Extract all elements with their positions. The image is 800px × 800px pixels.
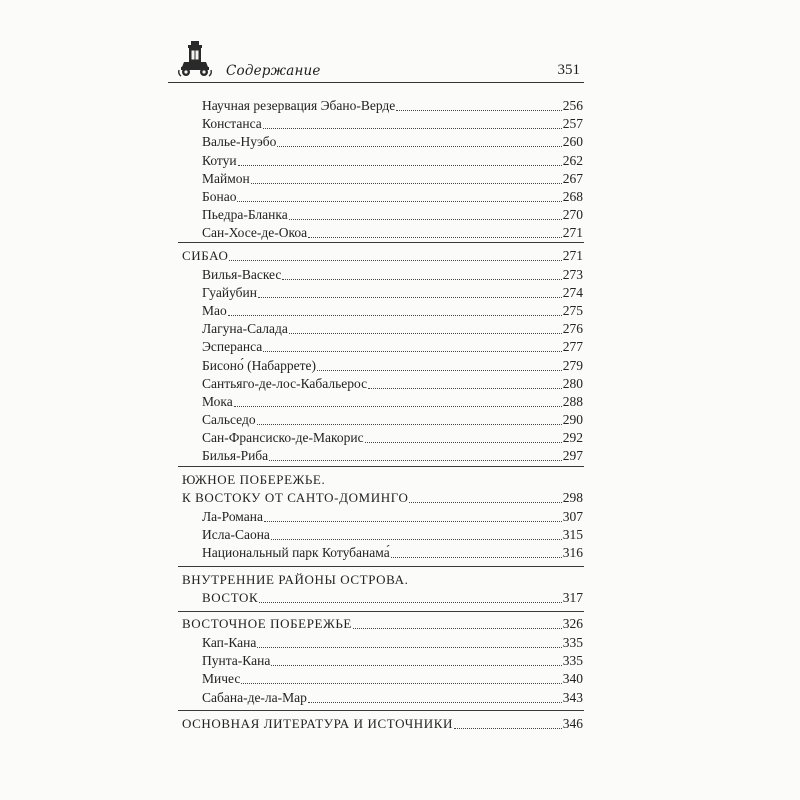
toc-entry[interactable]	[202, 428, 583, 446]
dot-leader	[259, 602, 561, 603]
toc-entry-page: 262	[562, 153, 583, 168]
toc-entry-title: Констанса	[202, 116, 262, 131]
header-rule	[168, 82, 584, 83]
toc-entry[interactable]	[202, 669, 583, 687]
toc-entry-title: Сан-Франсиско-де-Макорис	[202, 430, 364, 445]
toc-entry-page: 274	[562, 285, 583, 300]
toc-entry-page: 276	[562, 321, 583, 336]
toc-entry-title: Мока	[202, 394, 233, 409]
toc-entry-title: Вилья-Васкес	[202, 267, 282, 282]
toc-entry[interactable]	[202, 151, 583, 169]
toc-entry-page: 277	[562, 339, 583, 354]
toc-entry-page: 271	[562, 248, 583, 263]
toc-entry-page: 271	[562, 225, 583, 240]
dot-leader	[365, 442, 562, 443]
toc-entry-page: 346	[562, 716, 583, 731]
toc-entry-page: 307	[562, 509, 583, 524]
toc-entry[interactable]	[202, 392, 583, 410]
section-divider	[178, 466, 584, 467]
toc-section-title: ОСНОВНАЯ ЛИТЕРАТУРА И ИСТОЧНИКИ	[182, 716, 454, 731]
toc-entry-page: 256	[562, 98, 583, 113]
dot-leader	[308, 237, 562, 238]
toc-entry-page: 275	[562, 303, 583, 318]
dot-leader	[289, 219, 562, 220]
toc-entry-page: 257	[562, 116, 583, 131]
dot-leader	[241, 683, 561, 684]
dot-leader	[229, 260, 561, 261]
toc-entry[interactable]	[202, 688, 583, 706]
dot-leader	[353, 628, 562, 629]
toc-entry[interactable]	[202, 96, 583, 114]
toc-section-title-line2: К ВОСТОКУ ОТ САНТО-ДОМИНГО	[182, 490, 409, 505]
dot-leader	[317, 370, 562, 371]
section-divider	[178, 710, 584, 711]
dot-leader	[263, 128, 562, 129]
toc-entry-title: Бисоно́ (Набаррете)	[202, 358, 317, 373]
toc-section-literature[interactable]	[182, 714, 583, 732]
toc-entry[interactable]	[202, 337, 583, 355]
toc-entry-page: 267	[562, 171, 583, 186]
toc-entry-page: 270	[562, 207, 583, 222]
dot-leader	[271, 539, 562, 540]
toc-entry-page: 260	[562, 134, 583, 149]
dot-leader	[391, 557, 562, 558]
toc-section-title: ВОСТОЧНОЕ ПОБЕРЕЖЬЕ	[182, 616, 352, 631]
toc-section-title: СИБАО	[182, 248, 229, 263]
toc-entry-title: Сантьяго-де-лос-Кабальерос	[202, 376, 368, 391]
toc-entry[interactable]	[202, 265, 583, 283]
toc-section-east[interactable]	[182, 614, 583, 632]
dot-leader	[454, 728, 562, 729]
toc-entry-title: Бонао	[202, 189, 237, 204]
toc-entry-title: Мичес	[202, 671, 241, 686]
lantern-emblem-icon	[178, 40, 212, 78]
toc-entry[interactable]	[202, 410, 583, 428]
toc-entry[interactable]	[202, 507, 583, 525]
toc-entry-title: Пунта-Кана	[202, 653, 271, 668]
toc-entry[interactable]	[202, 169, 583, 187]
section-divider	[178, 566, 584, 567]
toc-entry[interactable]	[202, 114, 583, 132]
toc-entry[interactable]	[202, 187, 583, 205]
toc-entry-page: 273	[562, 267, 583, 282]
toc-entry-page: 335	[562, 635, 583, 650]
toc-entry-title: Маймон	[202, 171, 250, 186]
toc-entry[interactable]	[202, 205, 583, 223]
toc-entry-page: 297	[562, 448, 583, 463]
toc-entry-page: 288	[562, 394, 583, 409]
toc-entry-page: 316	[562, 545, 583, 560]
toc-section-title-line1: ВНУТРЕННИЕ РАЙОНЫ ОСТРОВА.	[182, 572, 409, 587]
toc-entry-page: 340	[562, 671, 583, 686]
section-divider	[178, 242, 584, 243]
toc-entry[interactable]	[202, 446, 583, 464]
toc-entry-title: Исла-Саона	[202, 527, 270, 542]
toc-entry-page: 290	[562, 412, 583, 427]
toc-section-south[interactable]	[182, 488, 583, 506]
toc-entry[interactable]	[202, 132, 583, 150]
dot-leader	[308, 702, 562, 703]
toc-entry[interactable]	[202, 525, 583, 543]
toc-entry-page: 343	[562, 690, 583, 705]
dot-leader	[263, 351, 562, 352]
toc-entry-title: Национальный парк Котубанама́	[202, 545, 390, 560]
dot-leader	[368, 388, 562, 389]
toc-section-cibao[interactable]	[182, 246, 583, 264]
toc-entry[interactable]	[202, 319, 583, 337]
toc-entry-title: Ла-Романа	[202, 509, 263, 524]
page-header	[168, 40, 584, 83]
toc-entry-page: 292	[562, 430, 583, 445]
dot-leader	[228, 315, 562, 316]
toc-entry[interactable]	[202, 543, 583, 561]
toc-entry-title: Научная резервация Эбано-Верде	[202, 98, 396, 113]
toc-entry[interactable]	[202, 374, 583, 392]
toc-entry[interactable]	[202, 223, 583, 241]
toc-entry-page: 280	[562, 376, 583, 391]
dot-leader	[251, 183, 562, 184]
dot-leader	[257, 424, 562, 425]
toc-entry-title: Сальседо	[202, 412, 256, 427]
toc-entry[interactable]	[202, 356, 583, 374]
section-divider	[178, 611, 584, 612]
toc-entry-title: Котуи	[202, 153, 237, 168]
toc-entry-title: Лагуна-Салада	[202, 321, 288, 336]
toc-entry-title: Сан-Хосе-де-Окоа	[202, 225, 308, 240]
toc-entry[interactable]	[202, 301, 583, 319]
toc-entry-page: 315	[562, 527, 583, 542]
toc-entry-title: Гуайубин	[202, 285, 257, 300]
toc-entry-page: 326	[562, 616, 583, 631]
dot-leader	[271, 665, 561, 666]
toc-entry[interactable]	[202, 633, 583, 651]
toc-section-title-line2: ВОСТОК	[202, 590, 259, 605]
toc-entry-page: 279	[562, 358, 583, 373]
dot-leader	[282, 279, 561, 280]
dot-leader	[269, 460, 562, 461]
toc-entry-title: Валье-Нуэбо	[202, 134, 277, 149]
toc-entry-page: 268	[562, 189, 583, 204]
toc-entry-title: Мао	[202, 303, 227, 318]
toc-entry[interactable]	[202, 651, 583, 669]
toc-entry-page: 335	[562, 653, 583, 668]
toc-section-title-line1: ЮЖНОЕ ПОБЕРЕЖЬЕ.	[182, 472, 326, 487]
toc-entry-title: Билья-Риба	[202, 448, 269, 463]
running-head-title: Содержание	[226, 63, 321, 79]
toc-entry-title: Пьедра-Бланка	[202, 207, 288, 222]
page-number: 351	[557, 62, 580, 78]
dot-leader	[409, 502, 561, 503]
toc-entry-page: 317	[562, 590, 583, 605]
dot-leader	[277, 146, 561, 147]
toc-entry-title: Эсперанса	[202, 339, 263, 354]
toc-section-inner[interactable]	[202, 588, 583, 606]
toc-entry-title: Сабана-де-ла-Мар	[202, 690, 307, 705]
dot-leader	[237, 201, 561, 202]
dot-leader	[257, 647, 561, 648]
dot-leader	[234, 406, 562, 407]
toc-entry-page: 298	[562, 490, 583, 505]
toc-entry-title: Кап-Кана	[202, 635, 257, 650]
dot-leader	[396, 110, 561, 111]
dot-leader	[238, 165, 562, 166]
dot-leader	[289, 333, 562, 334]
dot-leader	[264, 521, 562, 522]
toc-entry[interactable]	[202, 283, 583, 301]
dot-leader	[258, 297, 562, 298]
